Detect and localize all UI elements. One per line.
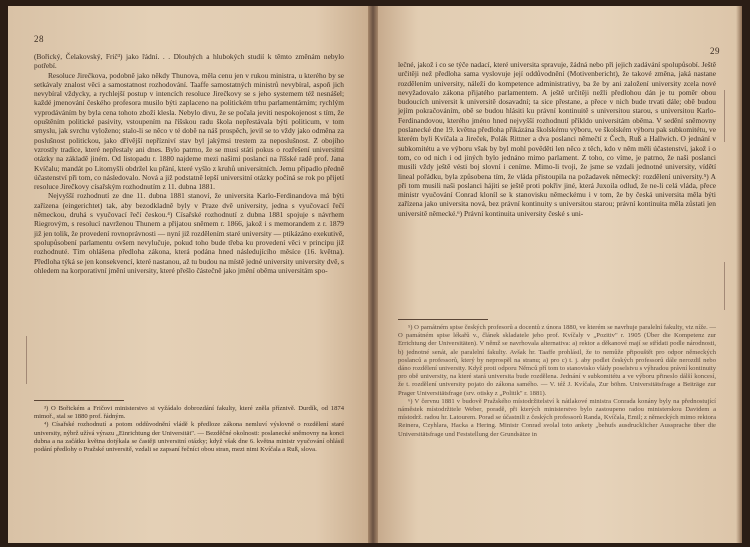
pencil-mark — [724, 90, 725, 142]
footnote-divider — [34, 400, 124, 401]
body-text — [34, 52, 344, 275]
left-page — [8, 6, 370, 543]
page-edge — [736, 6, 742, 543]
paragraph: lečné, jakož i co se týče nadací, které universita spravuje, žádná nebo při jejich zadávání spolupůsobí. Ještě určitěji než předloha sama vyslovuje její oddůvodnění (Motivenbericht), že takové změna, jaká nastane rozdělením university, náleží do kompetence administrativy, ba že by ani založení university zcela nové nevyžadovalo zákona přijatého parlamentem. A ještě určitěji nežli předlohou dán je tu poměr obou budoucích universit k universitě dosavadní; ta sice přestane, a přece v nich bude trvati dále; obě budou jejím pokračováním, obě se budou hlásiti ku právní kontinuitě s universitou starou, s universitou Karlo-Ferdinandovou, kterého jméno hned nejvyšší rozhodnutí příkldo universitám oběma. V sedění sněmovny poslanecké dne 19. května předloha přikázána školskému výboru, ve školském výboru pak subkomitétu, ve kterém byli Kvíčala a Jireček, Polák Rittner a dva poslanci němečtí z Čech, Ruß a Hallwich. O jednání v subkomitétu a ve výboru však by byl mohl pověděti len něco z těch, kdo v něm měli účastenství, jakož i o tom, co od nich i od jiných bylo jednáno mimo parlament. Z toho, co víme, je patrno, že naši poslanci musili vždy ještě vésti boj slovní i ceníme. Mimo-li tvoji, že jsme se vzdali jednotné university, vídětí lineal pořádku, byla způsobena tím, že vláda přistoupila na požadavek německý: rozdělení university.⁵) A při tom musili naši poslanci hájiti se ještě proti pokřiv jiné, která Juxoila odlud, že ne-li celá vláda, přece ministr vyučování Conrad kloníl se k stanovisku německému i v tom, že by česká universita měla býti zařízena jako universita nová, bez právní kontinuity s universitou starou; právní kontinuita měla zůstati jen universitě německé.⁶) Právní kontinuita university české s uni- — [398, 60, 716, 218]
page-number: 28 — [34, 34, 44, 44]
right-page — [374, 6, 742, 543]
pencil-mark — [26, 336, 27, 384]
body-text — [398, 60, 716, 218]
footnote: ⁵) O památném spise českých profesorů a docentů z února 1880, ve kterém se navrhuje paralelní fakulty, viz níže. — O památném spise lékařů v., článek skladatele jeho prof. Kvíčaly v „Pozitiv" r. 1905 (Über die Kompetenz zur Errichtung der Universitäten). V němž se navrhovala alternativa: a) rektor a děkanové mají se střídati podle národnosti, b) jednotné senát, ale paralelní fakulty. Avšak hr. Taaffe prohlásil, že to nemůže připouštět pro odpor německých poslanců a professorů, který by neprospěl na stranu; a) pro c) t. j. aby podlet českých professorů dále nerozdil nebo dáno rozdělení university. Když proti odporu Němců pří tom to stanovisko vlády poselstvu s výhradou právní kontinuity pro obě university, na které stará universita bude rozdělena. Jednání v subkomitétu a ve výboru přineslo dálší koncesí, že t. rozdělení university pojato do zákona samého. — V. též J. Kvíčala, Zur böhm. Universitätsfrage a Beiträge zur Prager Universitätsfrage (srv. otisky z „Politik" r. 1881). — [398, 324, 716, 397]
footnote-divider — [398, 319, 488, 320]
footnote: ³) O Bořickém a Fričovi ministerstvo si vyžádalo dobrozdání fakulty, které zněla příznivě. Durdík, od 1874 mimoř., stal se 1880 prof. řádným. — [34, 405, 344, 421]
footnote: ⁴) Císařské rozhodnutí a potom oddůvodnění vládě k předloze zákona nemluví výslovně o rozdělení staré university, nýbrž užívá výrazu „Einrichtung der Universität". — Bezděčné okolnosti: poslanecké sněmovny na konci dubna a na začátku května dotýkala se častěji universitní otázky; když však dne 6. května ministr vyučování ohlásil podání předlohy o Pražské universitě, vzdali se zapsaní řečníci obou stran, mezi nimi Kvíčala a Ruß, slova. — [34, 421, 344, 454]
footnotes — [398, 324, 716, 439]
page-number: 29 — [710, 46, 720, 56]
paragraph: Resoluce Jirečkova, podobně jako někdy Thunova, měla cenu jen v rukou ministra, u kterého by se setkávaly znalost věci a samostatnost rozhodování. Taaffe samostatných ministrů nevybíral, aspoň jich nevybíral vždycky, a rychlejší postup v intencích resoluce Jirečkovy se s jeho systemem též nesnášel; každé jmenování českého profesora musilo býti zaplaceno na politickém trhu parlamentárním; rychlým vyprodáváním by byla cena tohoto zboží klesla. Nebylo divu, že se počala jeviti nespokojenost s tím, že opuštěním politické pasivity, vstoupením na říšskou radu škola nepřestávala býti politicum, v tom smyslu, jak svrchu vyloženo; stalo-li se něco v té době na náš prospěch, jevil se to vždy jako odměna za poslušnost politickou, jako dřívější nepřízniví stav byl jakýmsi trestem za neposlušnost. Z obojího vzrostly tradice, které nepřestaly ani dnes. Bylo patrno, že se musí státi pokus o rozřešení universitní otázky na základě jiném. Od listopadu r. 1880 najdeme mezi našimi poslanci na říšské radě prof. Jana Kvíčalu; mandát po Litomyšli obdržel ku přání, které vyšlo z kruhů universitních. Jemu připadlo předně účastenství při tom, co následovalo. Nová a již podstatně lepší universitní otázky počíná se rok po přijetí resoluce Jirečkovy císařským rozhodnutím z 11. dubna 1881. — [34, 70, 344, 192]
pencil-mark — [724, 262, 725, 310]
paragraph: Nejvyšší rozhodnutí ze dne 11. dubna 1881 stanoví, že universita Karlo-Ferdinandova má býti zařízena (eingerichtet) tak, aby bezodkladně byly v Praze dvě university, jedna s vyučovací řečí německou, druhá s vyučovací řečí českou.⁴) Císařské rozhodnutí z dubna 1881 spojuje s návrhem Riegrovým, s resolucí navrženou Thunem a přijatou sněmem r. 1866, jakož i s memorandem z r. 1879 již jen tolik, že provedení rovnoprávnosti — nyní již rozdělením staré university — ptikázáno exekutivě, spolupůsobení parlamentu ovšem nevylučuje, pokud toho bude třeba ku provedení věci v principu již rozhodnuté. Tím ohlášena předloha zákona, která podána hned následujícího měsíce (16. května). Předloha týká se jen konsekvencí, které nastanou, až tu budou na místě jedné university university dvě, s ohledem na korporativní jmění university, které přešlo částečně jako jmění oběma universitám spo- — [34, 191, 344, 275]
book-gutter — [368, 6, 378, 543]
footnotes — [34, 405, 344, 454]
footnote: ⁶) V červnu 1881 v budově Pražského místodržitelství k nátlakové ministra Conrada konány byly na přednostující náměstek místodržitele Weber, poradě, při kterých ministerstvo bylo zastoupeno radou ministerskou Davidem a místodrž. radou hr. Latourem. Porad se účastnili z českých professorů Randa, Kvíčala, Emil; z německých mimo rektora Reinera, Czyhlara, Hacka a Hering. Ministr Conrad svolal toto ankety „behufs ausdrucklicher Aussprache über die Universitätsfrage und Feststellung der Grundsätze in — [398, 397, 716, 438]
paragraph: (Bořický, Čelakovský, Frič³) jako řádní. . . Dlouhých a hlubokých studií k těmto změnám nebylo potřebí. — [34, 52, 344, 71]
book-spread — [8, 6, 742, 543]
